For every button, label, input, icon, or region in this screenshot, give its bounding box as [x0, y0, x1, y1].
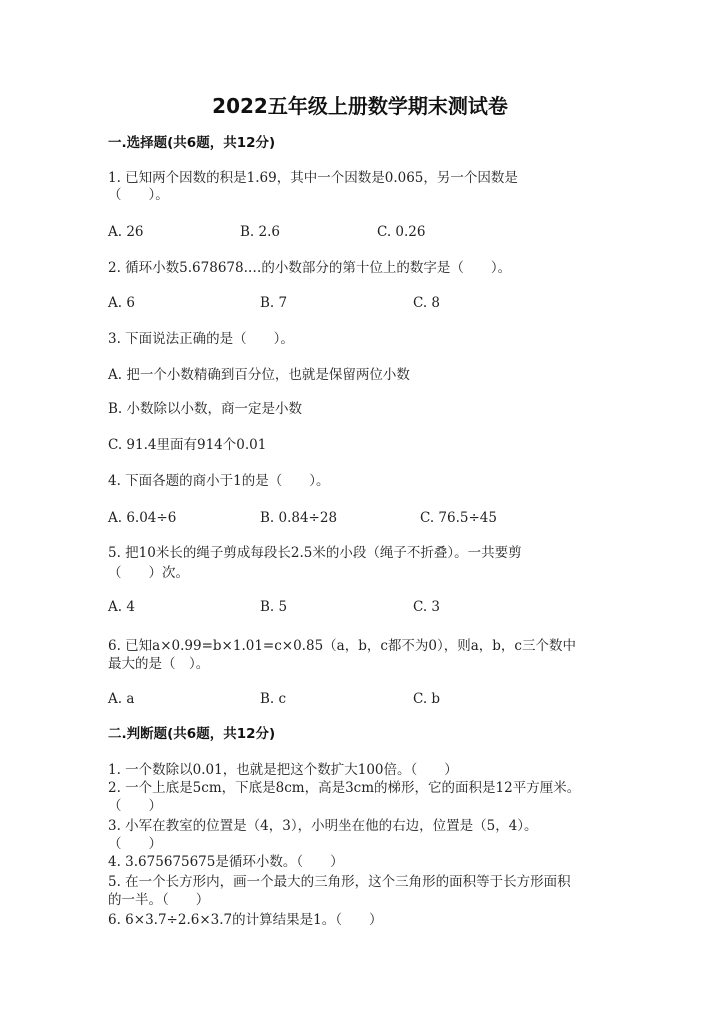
- question-4-option-a: A. 6.04÷6: [108, 510, 177, 526]
- question-1-text-cont: （ ）。: [108, 187, 169, 203]
- judge-line: （ ）: [108, 836, 162, 852]
- question-6-option-c: C. b: [413, 691, 441, 707]
- question-6-option-b: B. c: [260, 691, 287, 707]
- judge-line: 2. 一个上底是5cm，下底是8cm，高是3cm的梯形，它的面积是12平方厘米。: [108, 780, 581, 796]
- question-1-option-c: C. 0.26: [377, 224, 426, 240]
- question-1-text: 1. 已知两个因数的积是1.69，其中一个因数是0.065，另一个因数是: [108, 170, 518, 186]
- question-6-option-a: A. a: [108, 691, 135, 707]
- question-3-text: 3. 下面说法正确的是（ ）。: [108, 331, 294, 347]
- judge-line: 4. 3.675675675是循环小数。（ ）: [108, 854, 344, 870]
- question-3-option-c: C. 91.4里面有914个0.01: [108, 437, 267, 453]
- judge-line: 1. 一个数除以0.01，也就是把这个数扩大100倍。（ ）: [108, 762, 458, 778]
- question-6-text: 6. 已知a×0.99=b×1.01=c×0.85（a，b，c都不为0），则a，b，c三个数中: [108, 638, 576, 654]
- question-4-option-c: C. 76.5÷45: [420, 510, 497, 526]
- question-2-option-a: A. 6: [108, 295, 135, 311]
- question-3-option-b: B. 小数除以小数，商一定是小数: [108, 401, 303, 417]
- section-1-heading: 一.选择题(共6题，共12分): [108, 135, 276, 151]
- question-5-option-a: A. 4: [108, 599, 135, 615]
- page-title: 2022五年级上册数学期末测试卷: [212, 94, 508, 118]
- question-5-text: 5. 把10米长的绳子剪成每段长2.5米的小段（绳子不折叠）。一共要剪: [108, 545, 522, 561]
- question-2-option-c: C. 8: [413, 295, 441, 311]
- judge-line: 5. 在一个长方形内，画一个最大的三角形，这个三角形的面积等于长方形面积: [108, 874, 571, 890]
- question-5-option-c: C. 3: [413, 599, 441, 615]
- question-5-option-b: B. 5: [260, 599, 288, 615]
- question-4-option-b: B. 0.84÷28: [260, 510, 338, 526]
- question-2-text: 2. 循环小数5.678678.…的小数部分的第十位上的数字是（ ）。: [108, 260, 512, 276]
- question-6-text-cont: 最大的是（ ）。: [108, 656, 210, 672]
- question-5-text-cont: （ ）次。: [108, 565, 189, 581]
- judge-line: 3. 小军在教室的位置是（4，3），小明坐在他的右边，位置是（5，4）。: [108, 818, 538, 834]
- question-1-option-b: B. 2.6: [240, 224, 280, 240]
- judge-line: （ ）: [108, 798, 162, 814]
- question-4-text: 4. 下面各题的商小于1的是（ ）。: [108, 473, 330, 489]
- section-2-heading: 二.判断题(共6题，共12分): [108, 726, 276, 742]
- judge-line: 6. 6×3.7÷2.6×3.7的计算结果是1。（ ）: [108, 912, 383, 928]
- question-1-option-a: A. 26: [108, 224, 144, 240]
- question-3-option-a: A. 把一个小数精确到百分位，也就是保留两位小数: [108, 367, 410, 383]
- judge-line: 的一半。（ ）: [108, 892, 210, 908]
- question-2-option-b: B. 7: [260, 295, 288, 311]
